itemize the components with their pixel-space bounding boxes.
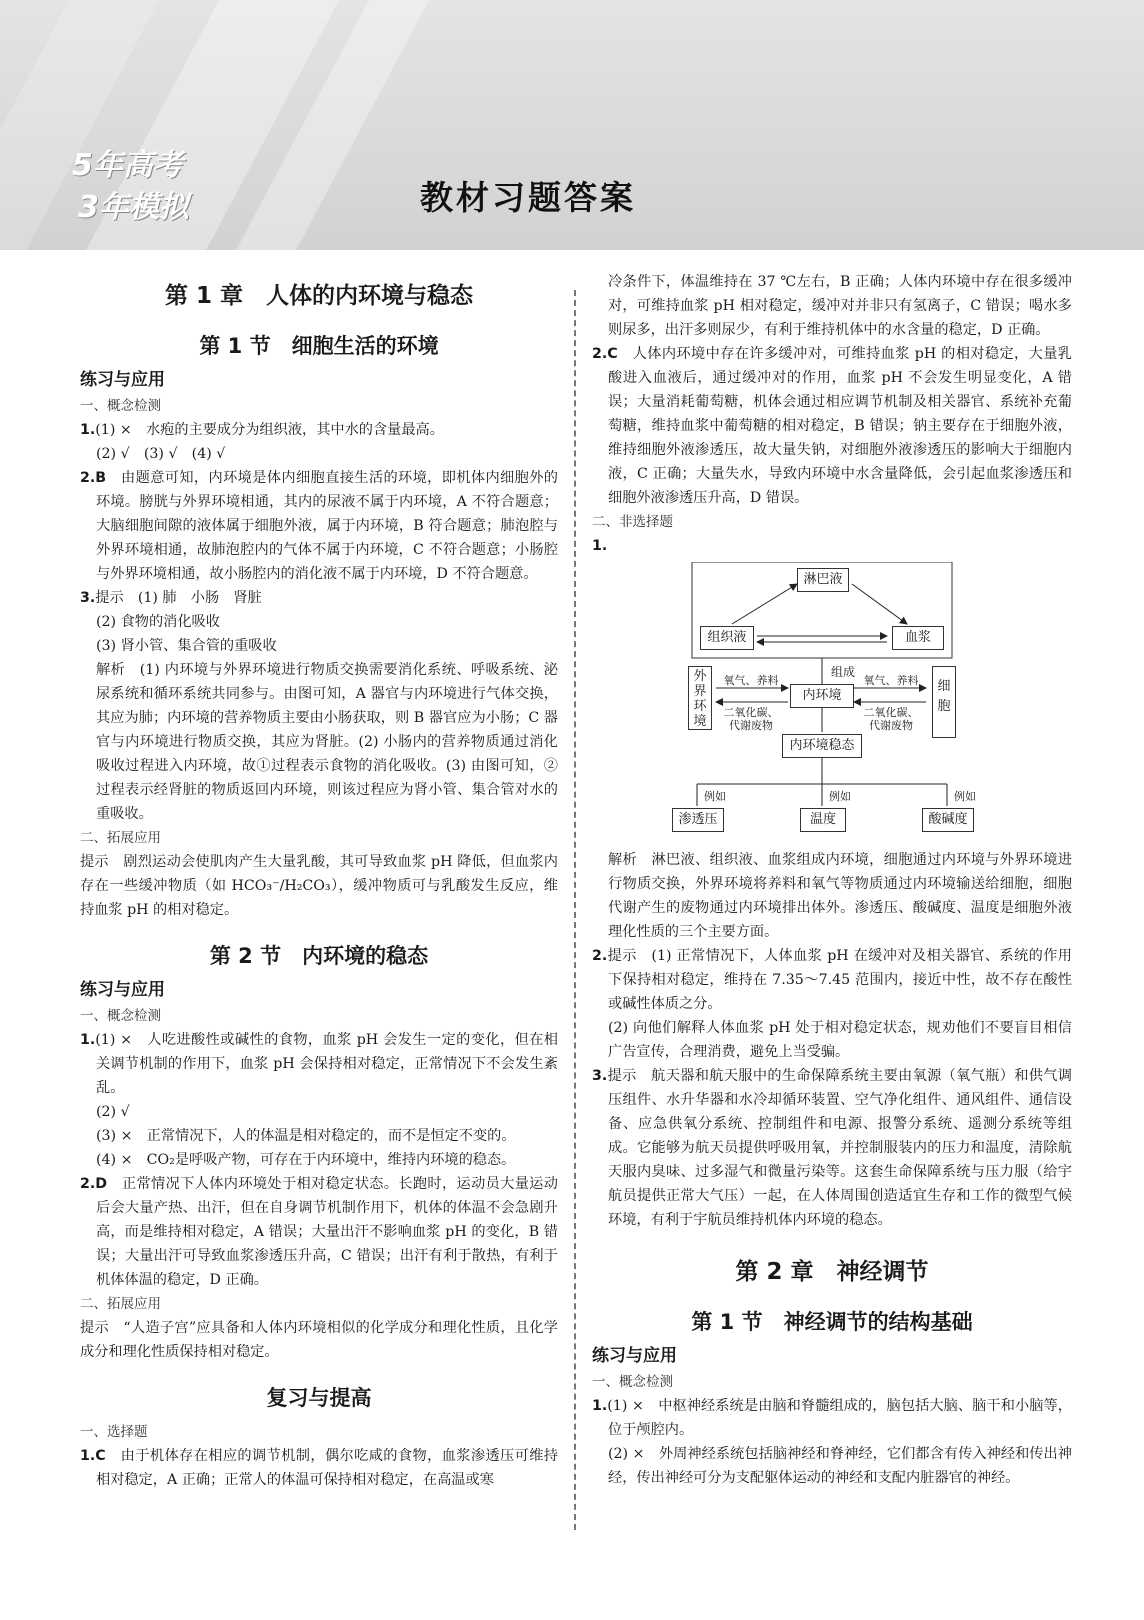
answer-text: 提示 (1) 正常情况下，人体血浆 pH 在缓冲对及相关器官、系统的作用下保持相对稳定，维持在 7.35～7.45 范围内，接近中性，故不存在酸性或碱性体质之分。: [607, 948, 1072, 1012]
question-number: 1.: [80, 422, 96, 438]
answer-item: [592, 944, 1072, 1016]
node-internal-environment: 内环境: [790, 684, 854, 708]
question-number: 1.: [592, 538, 608, 554]
category-label: 一、概念检测: [592, 1374, 673, 1390]
answer-text: (2) 向他们解释人体血浆 pH 处于相对稳定状态，规劝他们不要盲目相信广告宣传，合理消费，避免上当受骗。: [608, 1020, 1072, 1060]
answer-item: [592, 534, 1072, 558]
answer-text: (3) × 正常情况下，人的体温是相对稳定的，而不是恒定不变的。: [96, 1128, 516, 1144]
answer-text: (3) 肾小管、集合管的重吸收: [96, 638, 277, 654]
answer-item: [80, 1172, 558, 1292]
label-o2-left: 氧气、养料: [723, 674, 779, 687]
label-example: 例如: [704, 790, 726, 803]
answer-item: [592, 1394, 1072, 1442]
concept-diagram: [592, 562, 1072, 842]
subsection-heading: 练习与应用: [592, 1346, 677, 1366]
answer-text: (2) 食物的消化吸收: [96, 614, 220, 630]
answer-text: 冷条件下，体温维持在 37 ℃左右，B 正确；人体内环境中存在很多缓冲对，可维持血浆 pH 相对稳定，缓冲对并非只有氢离子，C 错误；喝水多则尿多，出汗多则尿少，有利于维持机体中的水含量的稳定，D 正确。: [608, 274, 1072, 338]
category-label: 二、拓展应用: [80, 830, 161, 846]
label-co2-right-line1: 二氧化碳、: [863, 706, 919, 719]
question-number: 3.: [80, 590, 96, 606]
left-column: [80, 270, 558, 1492]
node-lymph: 淋巴液: [797, 568, 849, 592]
answer-text: 提示 “人造子宫”应具备和人体内环境相似的化学成分和理化性质，且化学成分和理化性质保持相对稳定。: [80, 1320, 558, 1360]
answer-item: [80, 1444, 558, 1492]
question-number: 2.D: [80, 1176, 108, 1192]
question-number: 2.B: [80, 470, 107, 486]
question-number: 1.: [80, 1032, 96, 1048]
chapter-heading: 第 1 章 人体的内环境与稳态: [164, 283, 474, 309]
node-outside-environment: 外界环境: [688, 666, 712, 730]
question-number: 1.: [592, 1398, 608, 1414]
label-co2-right: [856, 706, 926, 732]
answer-text: (1) × 人吃进酸性或碱性的食物，血浆 pH 会发生一定的变化，但在相关调节机制的作用下，血浆 pH 会保持相对稳定，正常情况下不会发生紊乱。: [95, 1032, 558, 1096]
category-label: 一、概念检测: [80, 398, 161, 414]
label-co2-left: [716, 706, 786, 732]
node-homeostasis: 内环境稳态: [782, 734, 862, 758]
answer-item: [80, 466, 558, 586]
question-number: 3.: [592, 1068, 608, 1084]
explanation-text: 解析 淋巴液、组织液、血浆组成内环境，细胞通过内环境与外界环境进行物质交换，外界环境将养料和氧气等物质通过内环境输送给细胞，细胞代谢产生的废物通过内环境排出体外。渗透压、酸碱度、温度是细胞外液理化性质的三个主要方面。: [608, 852, 1072, 940]
section-heading: 第 2 节 内环境的稳态: [209, 944, 429, 968]
answer-text: 由题意可知，内环境是体内细胞直接生活的环境，即机体内细胞外的环境。膀胱与外界环境相通，其内的尿液不属于内环境，A 不符合题意；大脑细胞间隙的液体属于细胞外液，属于内环境，B 符合题意；肺泡腔与外界环境相通，故肺泡腔内的气体不属于内环境，C 不符合题意；小肠腔与外界环境相通，故小肠腔内的消化液不属于内环境，D 不符合题意。: [96, 470, 558, 582]
category-label: 一、概念检测: [80, 1008, 161, 1024]
answer-item: [80, 418, 558, 442]
label-example: 例如: [954, 790, 976, 803]
node-osmotic-pressure: 渗透压: [672, 808, 724, 832]
chapter-heading: 第 2 章 神经调节: [735, 1259, 929, 1285]
question-number: 2.: [592, 948, 608, 964]
question-number: 2.C: [592, 346, 618, 362]
answer-item: [80, 1028, 558, 1100]
column-divider: [574, 290, 576, 1530]
explanation-text: 解析 (1) 内环境与外界环境进行物质交换需要消化系统、呼吸系统、泌尿系统和循环系统共同参与。由图可知，A 器官与内环境进行气体交换，其应为肺；内环境的营养物质主要由小肠获取，则 B 器官应为小肠；C 器官与内环境进行物质交换，其应为肾脏。(2) 小肠内的营养物质通过消化吸收过程进入内环境，故①过程表示食物的消化吸收。(3) 由图可知，②过程表示经肾脏的物质返回内环境，则该过程应为肾小管、集合管对水的重吸收。: [96, 662, 558, 822]
label-o2-right: 氧气、养料: [863, 674, 919, 687]
answer-text: 提示 (1) 肺 小肠 肾脏: [95, 590, 262, 606]
arrow-tissue-lymph: [732, 584, 797, 624]
label-co2-left-line2: 代谢废物: [729, 719, 773, 732]
answer-item: [592, 342, 1072, 510]
node-tissue-fluid: 组织液: [700, 626, 754, 650]
node-acidity: 酸碱度: [922, 808, 974, 832]
section-heading: 复习与提高: [266, 1386, 372, 1410]
arrow-lymph-plasma: [852, 584, 907, 624]
answer-text: 提示 剧烈运动会使肌肉产生大量乳酸，其可导致血浆 pH 降低，但血浆内存在一些缓冲物质（如 HCO₃⁻/H₂CO₃），缓冲物质可与乳酸发生反应，维持血浆 pH 的相对稳定。: [80, 854, 558, 918]
subsection-heading: 练习与应用: [80, 980, 165, 1000]
answer-text: (2) √ (3) √ (4) √: [96, 446, 226, 462]
section-heading: 第 1 节 神经调节的结构基础: [691, 1310, 973, 1334]
brand-logo: [72, 140, 232, 240]
logo-line2: 3年模拟: [78, 190, 189, 225]
label-co2-left-line1: 二氧化碳、: [723, 706, 779, 719]
answer-text: 正常情况下人体内环境处于相对稳定状态。长跑时，运动员大量运动后会大量产热、出汗，但在自身调节机制作用下，机体的体温不会急剧升高，而是维持相对稳定，A 错误；大量出汗不影响血浆 pH 的变化，B 错误；大量出汗可导致血浆渗透压升高，C 错误；出汗有利于散热，有利于机体体温的稳定，D 正确。: [96, 1176, 558, 1288]
answer-text: (1) × 中枢神经系统是由脑和脊髓组成的，脑包括大脑、脑干和小脑等，位于颅腔内。: [607, 1398, 1072, 1438]
answer-text: 由于机体存在相应的调节机制，偶尔吃咸的食物，血浆渗透压可维持相对稳定，A 正确；正常人的体温可保持相对稳定，在高温或寒: [96, 1448, 558, 1488]
answer-item: [592, 1064, 1072, 1232]
subsection-heading: 练习与应用: [80, 370, 165, 390]
answer-item: [80, 586, 558, 610]
node-temperature: 温度: [800, 808, 846, 832]
node-cell: 细胞: [932, 666, 956, 738]
page-title: 教材习题答案: [420, 178, 636, 217]
page-header: [0, 0, 1144, 250]
answer-text: (1) × 水疱的主要成分为组织液，其中水的含量最高。: [95, 422, 444, 438]
answer-text: 提示 航天器和航天服中的生命保障系统主要由氧源（氧气瓶）和供气调压组件、水升华器和水冷却循环装置、空气净化组件、通风组件、通信设备、应急供氧分系统、控制组件和电源、报警分系统、遥测分系统等组成。它能够为航天员提供呼吸用氧，并控制服装内的压力和温度，清除航天服内臭味、过多湿气和微量污染等。这套生命保障系统与压力服（给宇航员提供正常大气压）一起，在人体周围创造适宜生存和工作的微型气候环境，有利于宇航员维持机体内环境的稳态。: [607, 1068, 1072, 1228]
answer-text: (2) × 外周神经系统包括脑神经和脊神经，它们都含有传入神经和传出神经，传出神经可分为支配躯体运动的神经和支配内脏器官的神经。: [608, 1446, 1072, 1486]
label-co2-right-line2: 代谢废物: [869, 719, 913, 732]
category-label: 一、选择题: [80, 1424, 148, 1440]
node-plasma: 血浆: [892, 626, 944, 650]
label-example: 例如: [829, 790, 851, 803]
category-label: 二、非选择题: [592, 514, 673, 530]
answer-text: (4) × CO₂是呼吸产物，可存在于内环境中，维持内环境的稳态。: [96, 1152, 516, 1168]
question-number: 1.C: [80, 1448, 106, 1464]
section-heading: 第 1 节 细胞生活的环境: [199, 334, 439, 358]
category-label: 二、拓展应用: [80, 1296, 161, 1312]
answer-text: (2) √: [96, 1104, 130, 1120]
label-compose: 组成: [830, 665, 855, 679]
logo-line1: 5年高考: [72, 148, 183, 183]
right-column: [592, 270, 1072, 1490]
answer-text: 人体内环境中存在许多缓冲对，可维持血浆 pH 的相对稳定，大量乳酸进入血液后，通过缓冲对的作用，血浆 pH 不会发生明显变化，A 错误；大量消耗葡萄糖，机体会通过相应调节机制及相关器官、系统补充葡萄糖，维持血浆中葡萄糖的相对稳定，B 错误；钠主要存在于细胞外液，维持细胞外液渗透压，故大量失钠，对细胞外液渗透压的影响大于细胞内液，C 正确；大量失水，导致内环境中水含量降低，会引起血浆渗透压和细胞外液渗透压升高，D 错误。: [608, 346, 1072, 506]
